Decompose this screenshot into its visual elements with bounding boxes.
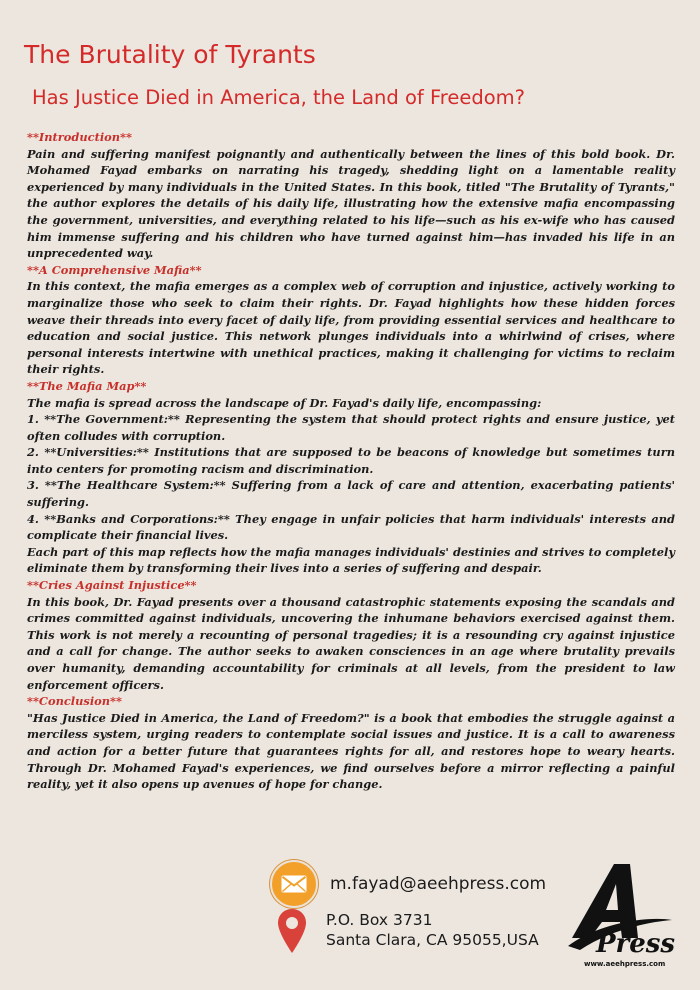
email-address[interactable]: m.fayad@aeehpress.com [330,874,547,894]
address-row [270,908,539,964]
section-heading-mafia-map: **The Mafia Map** [27,378,147,393]
section-outro-mafia-map: Each part of this map reflects how the mafia manages individuals' destinies and strives to completely eliminate them by transforming their lives into a series of suffering and despair. [27,544,675,576]
section-heading-cries: **Cries Against Injustice** [27,578,197,593]
section-text-introduction: Pain and suffering manifest poignantly and authentically between the lines of this bold book. Dr. Mohamed Fayad embarks on narrating his tragedy, shedding light on a lamentable reality experienced by many individuals in the United States. In this book, titled "The Brutality of Tyrants," the author explores the details of his daily life, illustrating how the extensive mafia encompassing the government, universities, and everything related to his life—such as his ex-wife who has caused him immense suffering and his children who have turned against him—has invaded his life in an unprecedented way. [27,146,675,261]
list-item: 4. **Banks and Corporations:** They engage in unfair policies that harm individuals' interests and complicate their financial lives. [27,511,675,543]
logo-url: www.aeehpress.com [584,960,666,968]
contact-block [270,858,590,968]
section-text-cries: In this book, Dr. Fayad presents over a thousand catastrophic statements exposing the scandals and crimes committed against individuals, uncovering the inhumane behaviors exercised against them. This work is not merely a recounting of personal tragedies; it is a resounding cry against injustice and a call for change. The author seeks to awaken consciences in an age where brutality prevails over humanity, demanding accountability for criminals at all levels, from the president to law enforcement officers. [27,594,675,692]
section-heading-comprehensive-mafia: **A Comprehensive Mafia** [27,262,202,277]
publisher-logo [560,862,678,970]
section-heading-conclusion: **Conclusion** [27,694,122,709]
postal-address [326,910,539,950]
book-description [27,129,675,793]
section-text-conclusion: "Has Justice Died in America, the Land of Freedom?" is a book that embodies the struggle against a merciless system, urging readers to contemplate social issues and justice. It is a call to awareness and action for a better future that guarantees rights for all, and restores hope to weary hearts. Through Dr. Mohamed Fayad's experiences, we find ourselves before a mirror reflecting a painful reality, yet it also opens up avenues of hope for change. [27,710,675,792]
logo-wordmark: Press [596,929,676,959]
list-item: 1. **The Government:** Representing the system that should protect rights and ensure justice, yet often colludes with corruption. [27,412,675,443]
book-title: The Brutality of Tyrants [24,40,316,69]
list-item: 2. **Universities:** Institutions that are supposed to be beacons of knowledge but sometimes turn into centers for promoting racism and discrimination. [27,445,675,476]
envelope-icon [270,860,318,908]
address-line-2: Santa Clara, CA 95055,USA [326,931,539,949]
address-line-1: P.O. Box 3731 [326,911,433,929]
location-pin-icon [270,908,314,964]
section-intro-mafia-map: The mafia is spread across the landscape of Dr. Fayad's daily life, encompassing: [27,395,542,410]
section-text-comprehensive-mafia: In this context, the mafia emerges as a complex web of corruption and injustice, actively working to marginalize those who seek to claim their rights. Dr. Fayad highlights how these hidden forces weave their threads into every facet of daily life, from providing essential services and healthcare to education and social justice. This network plunges individuals into a whirlwind of crises, where personal interests intertwine with unethical practices, making it challenging for victims to reclaim their rights. [27,279,675,377]
section-heading-introduction: **Introduction** [27,130,132,144]
email-row[interactable] [270,860,546,908]
book-subtitle: Has Justice Died in America, the Land of Freedom? [32,86,526,109]
list-item: 3. **The Healthcare System:** Suffering from a lack of care and attention, exacerbating patients' suffering. [27,478,675,510]
